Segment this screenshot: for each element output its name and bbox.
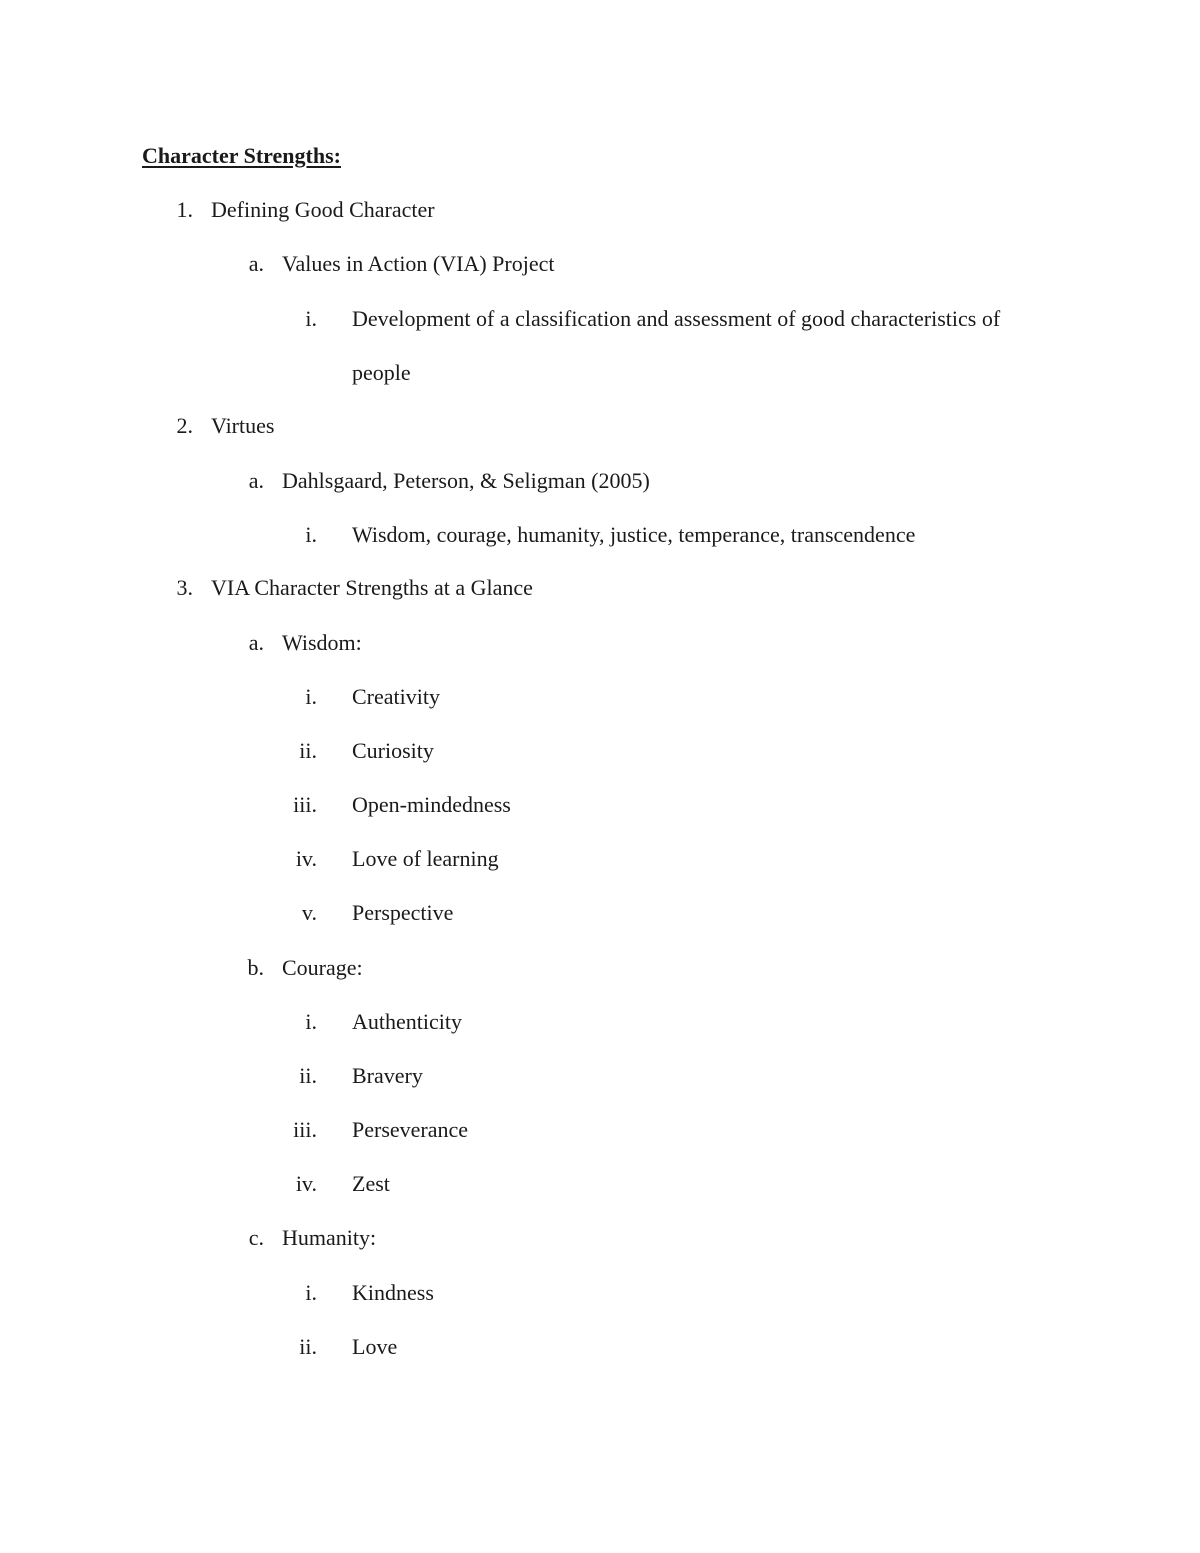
list-item-text: Wisdom: bbox=[282, 630, 362, 655]
list-marker: c. bbox=[248, 1225, 264, 1250]
list-item-text: Love bbox=[352, 1334, 398, 1359]
list-item-text: Curiosity bbox=[352, 738, 434, 763]
list-marker: a. bbox=[248, 251, 264, 276]
list-marker: b. bbox=[247, 955, 264, 980]
list-item-text: Perseverance bbox=[352, 1117, 469, 1142]
list-item-text: Authenticity bbox=[352, 1009, 462, 1034]
document-title: Character Strengths: bbox=[142, 143, 341, 168]
list-marker: iv. bbox=[295, 846, 317, 871]
list-item-text: Love of learning bbox=[352, 846, 499, 871]
list-item-text: Development of a classification and assessment of good characteristics of bbox=[352, 306, 1001, 331]
list-item-text: Perspective bbox=[352, 900, 454, 925]
list-marker: ii. bbox=[299, 1334, 317, 1359]
list-item-text: Dahlsgaard, Peterson, & Seligman (2005) bbox=[282, 468, 650, 493]
list-item-text: people bbox=[352, 360, 411, 385]
list-marker: i. bbox=[305, 306, 317, 331]
list-item-text: Creativity bbox=[352, 684, 440, 709]
list-marker: 3. bbox=[176, 575, 193, 600]
list-marker: ii. bbox=[299, 738, 317, 763]
list-marker: 1. bbox=[176, 197, 193, 222]
list-item-text: Wisdom, courage, humanity, justice, temperance, transcendence bbox=[352, 522, 916, 547]
list-item-text: Humanity: bbox=[282, 1225, 377, 1250]
list-item-text: Courage: bbox=[282, 955, 363, 980]
list-marker: iv. bbox=[295, 1171, 317, 1196]
list-marker: iii. bbox=[293, 1117, 317, 1142]
list-item-text: Open-mindedness bbox=[352, 792, 511, 817]
list-item-text: Values in Action (VIA) Project bbox=[282, 251, 555, 276]
list-item-text: VIA Character Strengths at a Glance bbox=[211, 575, 533, 600]
list-marker: iii. bbox=[293, 792, 317, 817]
list-marker: i. bbox=[305, 1280, 317, 1305]
list-marker: i. bbox=[305, 684, 317, 709]
list-item-text: Virtues bbox=[211, 413, 275, 438]
list-marker: a. bbox=[248, 630, 264, 655]
list-marker: 2. bbox=[176, 413, 193, 438]
list-marker: a. bbox=[248, 468, 264, 493]
list-marker: ii. bbox=[299, 1063, 317, 1088]
list-marker: i. bbox=[305, 522, 317, 547]
list-item-text: Bravery bbox=[352, 1063, 423, 1088]
list-item-text: Kindness bbox=[352, 1280, 434, 1305]
list-item-text: Defining Good Character bbox=[211, 197, 435, 222]
list-item-text: Zest bbox=[352, 1171, 390, 1196]
list-marker: i. bbox=[305, 1009, 317, 1034]
list-marker: v. bbox=[301, 900, 317, 925]
